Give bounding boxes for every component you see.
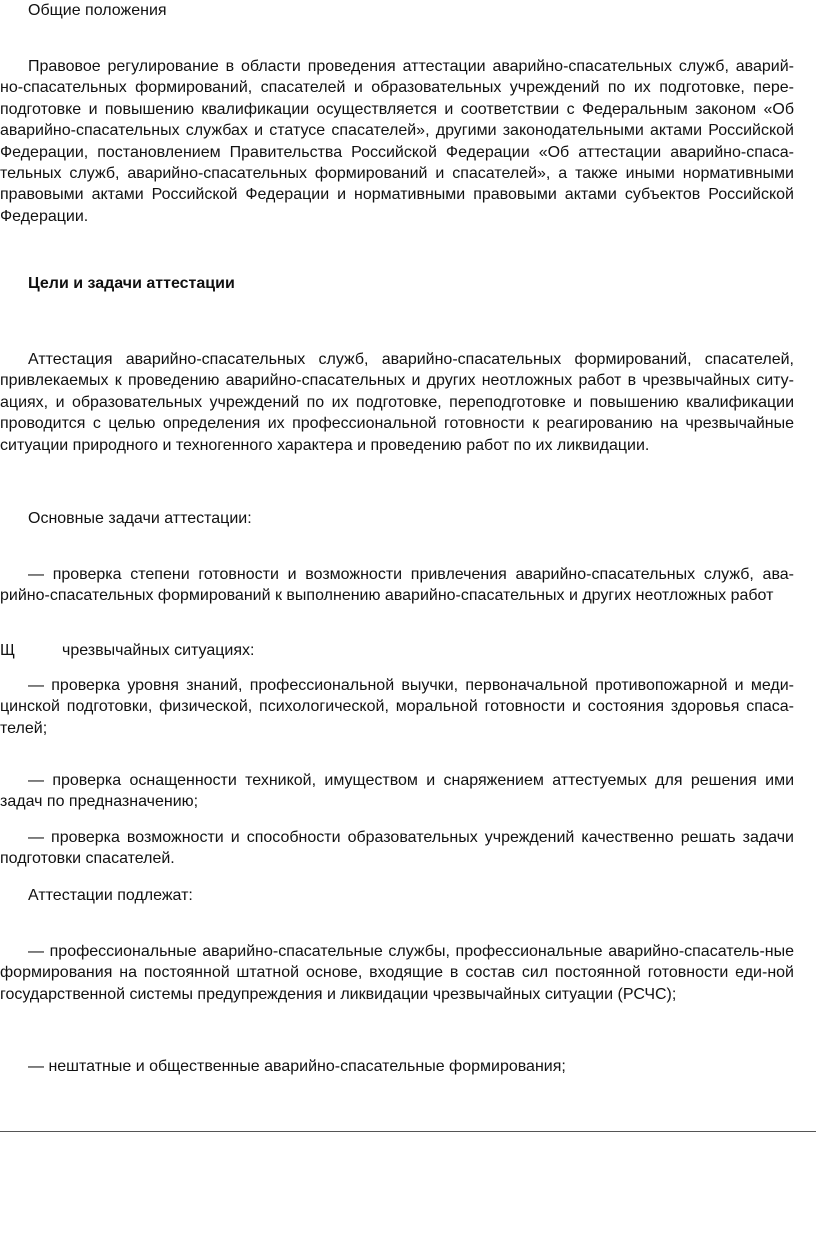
general-provisions-paragraph: Правовое регулирование в области проведения аттестации аварийно-спасательных служб, аварий-но-спасательных формирований, спасателей и образовательных учреждений по их подготовке, пере-подготовке и повышению квалификации осуществляется и соответствии с Федеральным законом «Об аварийно-спасательных службах и статусе спасателей», другими законодательными актами Российской Федерации, постановлением Правительства Российской Федерации «Об аттестации аварийно-спаса-тельных служб, аварийно-спасательных формирований и спасателей», а также иными нормативными правовыми актами Российской Федерации и нормативными правовыми актами субъектов Российской Федерации. bbox=[0, 58, 794, 225]
task-item-equipment: — проверка оснащенности техникой, имуществом и снаряжением аттестуемых для решения ими задач по предназначению; bbox=[0, 772, 794, 811]
goals-heading: Цели и задачи аттестации bbox=[28, 275, 235, 292]
subject-item-professional: — профессиональные аварийно-спасательные службы, профессиональные аварийно-спасатель-ные формирования на постоянной штатной основе, входящие в состав сил постоянной готовности еди-ной государственной системы предупреждения и ликвидации чрезвычайных ситуации (РСЧС); bbox=[0, 943, 794, 1003]
task-item-knowledge: — проверка уровня знаний, профессиональной выучки, первоначальной противопожарной и меди-цинской подготовки, физической, психологической, моральной готовности и состояния здоровья спаса-телей; bbox=[0, 677, 794, 737]
main-tasks-title: Основные задачи аттестации: bbox=[28, 510, 252, 527]
subject-item-nonstaff: — нештатные и общественные аварийно-спасательные формирования; bbox=[28, 1058, 566, 1075]
general-provisions-title: Общие положения bbox=[28, 2, 167, 19]
continuation-text: чрезвычайных ситуациях: bbox=[62, 642, 255, 659]
list-marker: Щ bbox=[0, 642, 15, 659]
page-divider bbox=[0, 1131, 816, 1132]
goals-paragraph: Аттестация аварийно-спасательных служб, аварийно-спасательных формирований, спасателей, привлекаемых к проведению аварийно-спасательных и других неотложных работ в чрезвычайных ситу-ациях, и образовательных учреждений по их подготовке, переподготовке и повышению квалификации проводится с целью определения их профессиональной готовности к реагированию на чрезвычайные ситуации природного и техногенного характера и проведению работ по их ликвидации. bbox=[0, 351, 794, 454]
task-item-readiness: — проверка степени готовности и возможности привлечения аварийно-спасательных служб, ава-рийно-спасательных формирований к выполнению аварийно-спасательных и других неотложных работ bbox=[0, 566, 794, 605]
task-item-education: — проверка возможности и способности образовательных учреждений качественно решать задачи подготовки спасателей. bbox=[0, 829, 794, 868]
subject-to-certification-title: Аттестации подлежат: bbox=[28, 887, 193, 904]
